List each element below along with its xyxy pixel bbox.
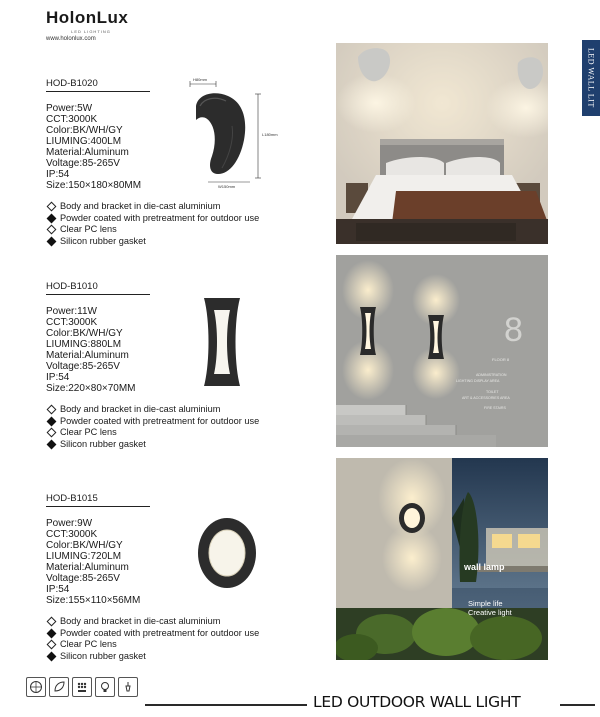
product-block-2 [46, 281, 336, 450]
side-tab: LED WALL LIT [582, 40, 600, 116]
product-block-3 [46, 493, 336, 662]
spec-line: Voltage:85-265V [46, 361, 120, 372]
feature-item: Silicon rubber gasket [46, 236, 336, 248]
spec-line: CCT:3000K [46, 529, 98, 540]
spec-line: Voltage:85-265V [46, 158, 120, 169]
product-model: HOD-B1020 [46, 78, 150, 92]
spec-line: Power:11W [46, 306, 97, 317]
feature-item: Body and bracket in die-cast aluminium [46, 404, 336, 416]
feature-item: Body and bracket in die-cast aluminium [46, 616, 336, 628]
diamond-outline-icon [47, 640, 57, 650]
diamond-outline-icon [47, 428, 57, 438]
caption-title: wall lamp [464, 562, 505, 572]
brand-url: www.holonlux.com [46, 36, 96, 42]
brand-tagline: LED LIGHTING [71, 29, 111, 34]
diamond-filled-icon [47, 439, 57, 449]
spec-line: LIUMING:400LM [46, 136, 122, 147]
feature-list [46, 616, 336, 662]
dim-w-label: W150mm [218, 184, 236, 188]
cert-icon-leaf [49, 677, 69, 697]
spec-line: Material:Aluminum [46, 350, 129, 361]
diamond-outline-icon [47, 202, 57, 212]
product-model: HOD-B1010 [46, 281, 150, 295]
spec-line: Material:Aluminum [46, 147, 129, 158]
cert-icon-globe [26, 677, 46, 697]
cert-icon-bulb [95, 677, 115, 697]
spec-line: IP:54 [46, 584, 70, 595]
feature-list [46, 404, 336, 450]
signage-line1: ADMINISTRATION [476, 373, 507, 377]
signage-floor: FLOOR 8 [492, 357, 510, 362]
signage-line4: ART & ACCESSORIES AREA [462, 396, 510, 400]
floor-number: 8 [504, 311, 523, 349]
spec-line: Size:220×80×70MM [46, 383, 136, 394]
feature-item: Clear PC lens [46, 427, 336, 439]
diamond-filled-icon [47, 416, 57, 426]
feature-item: Silicon rubber gasket [46, 651, 336, 663]
feature-item: Powder coated with pretreatment for outdoor use [46, 628, 336, 640]
signage-line2: LIGHTING DISPLAY AREA [456, 379, 500, 383]
dim-h-label: H80mm [193, 77, 208, 82]
footer-divider-right [560, 704, 595, 706]
diamond-filled-icon [47, 651, 57, 661]
diamond-outline-icon [47, 225, 57, 235]
spec-line: Size:155×110×56MM [46, 595, 141, 606]
spec-line: Color:BK/WH/GY [46, 540, 123, 551]
diamond-filled-icon [47, 236, 57, 246]
photo-concrete-wall [336, 255, 548, 447]
signage-line5: FIRE STAIRS [484, 406, 506, 410]
feature-item: Clear PC lens [46, 224, 336, 236]
feature-list [46, 201, 336, 247]
signage-line3: TOILET [486, 390, 499, 394]
spec-line: LIUMING:720LM [46, 551, 122, 562]
brand-logo [46, 8, 136, 42]
caption-line2: Creative light [468, 608, 512, 617]
brand-name: HolonLux [46, 8, 129, 27]
spec-line: Color:BK/WH/GY [46, 125, 123, 136]
diamond-outline-icon [47, 617, 57, 627]
spec-line: CCT:3000K [46, 317, 98, 328]
photo-house-exterior [336, 458, 548, 660]
feature-item: Powder coated with pretreatment for outdoor use [46, 213, 336, 225]
feature-item: Silicon rubber gasket [46, 439, 336, 451]
feature-item: Body and bracket in die-cast aluminium [46, 201, 336, 213]
spec-line: IP:54 [46, 169, 70, 180]
cert-icon-dimmer [118, 677, 138, 697]
product-drawing-b1020 [180, 76, 292, 188]
product-model: HOD-B1015 [46, 493, 150, 507]
diamond-outline-icon [47, 405, 57, 415]
feature-item: Powder coated with pretreatment for outdoor use [46, 416, 336, 428]
dim-l-label: L180mm [262, 132, 278, 137]
spec-list [46, 306, 336, 394]
diamond-filled-icon [47, 213, 57, 223]
spec-line: Voltage:85-265V [46, 573, 120, 584]
footer-divider-left [145, 704, 307, 706]
cert-icon-led [72, 677, 92, 697]
certification-icons [26, 677, 138, 697]
spec-line: Material:Aluminum [46, 562, 129, 573]
spec-list [46, 518, 336, 606]
spec-line: Color:BK/WH/GY [46, 328, 123, 339]
photo-bedroom [336, 43, 548, 244]
spec-line: LIUMING:880LM [46, 339, 122, 350]
feature-item: Clear PC lens [46, 639, 336, 651]
product-drawing-b1015 [196, 516, 258, 590]
spec-line: Power:9W [46, 518, 93, 529]
spec-line: IP:54 [46, 372, 70, 383]
diamond-filled-icon [47, 628, 57, 638]
spec-line: CCT:3000K [46, 114, 98, 125]
footer-title: LED OUTDOOR WALL LIGHT [313, 693, 521, 711]
spec-line: Size:150×180×80MM [46, 180, 142, 191]
product-drawing-b1010 [200, 296, 244, 388]
caption-line1: Simple life [468, 599, 503, 608]
spec-line: Power:5W [46, 103, 93, 114]
